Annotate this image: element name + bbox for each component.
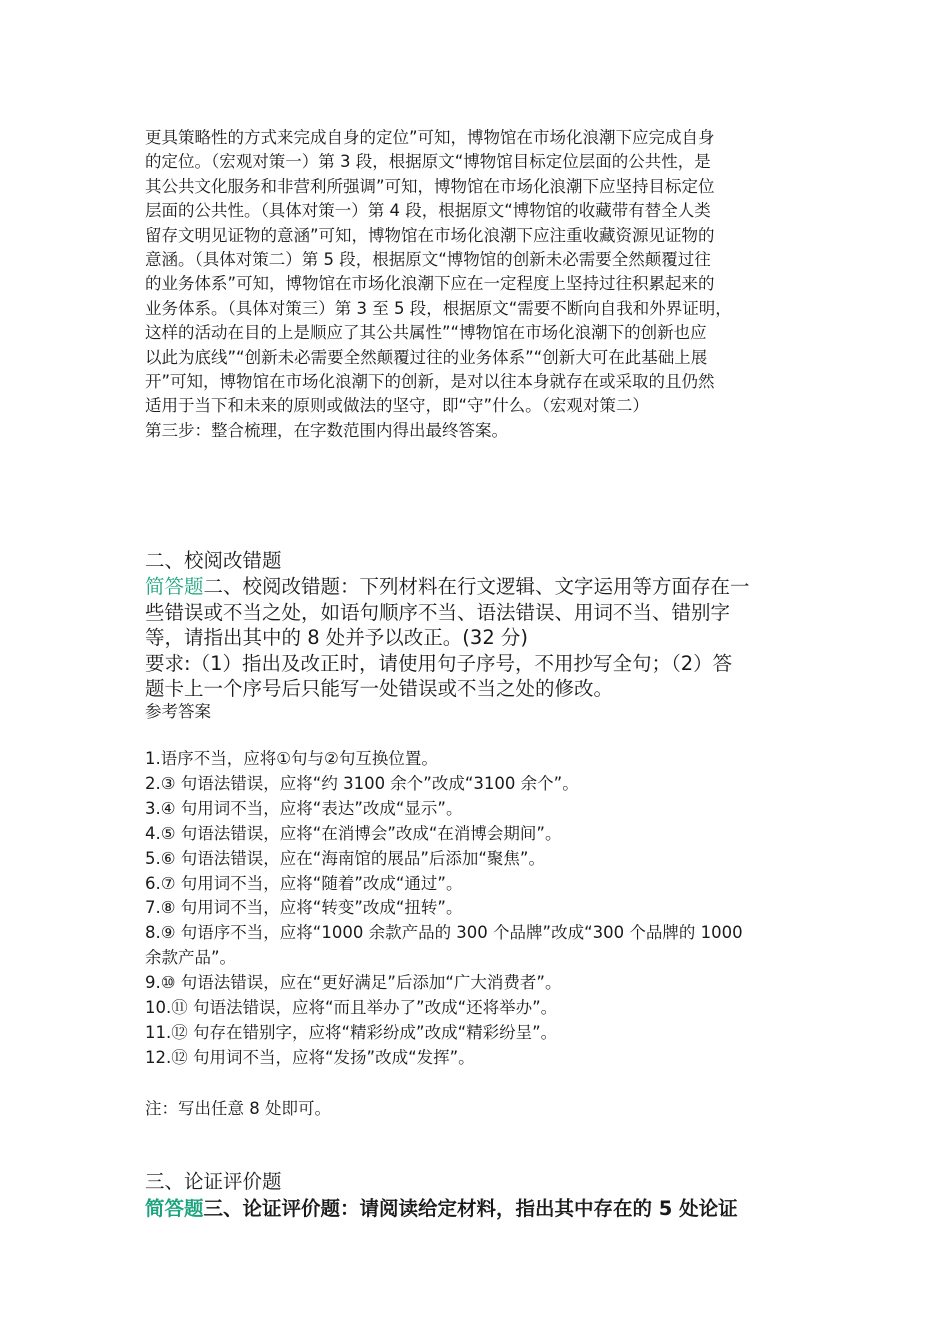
paragraph-line: 这样的活动在目的上是顺应了其公共属性”“博物馆在市场化浪潮下的创新也应 — [145, 323, 707, 343]
question-line — [145, 574, 815, 600]
question-line: 等，请指出其中的 8 处并予以改正。(32 分) — [145, 626, 529, 650]
paragraph-line: 其公共文化服务和非营利所强调”可知，博物馆在市场化浪潮下应坚持目标定位 — [145, 176, 715, 196]
answer-item: 8.⑨ 句语序不当，应将“1000 余款产品的 300 个品牌”改成“300 个品牌的 1000 — [145, 923, 743, 943]
question-line: 些错误或不当之处，如语句顺序不当、语法错误、用词不当、错别字 — [145, 600, 731, 624]
paragraph-line: 业务体系。（具体对策三）第 3 至 5 段，根据原文“需要不断向自我和外界证明， — [145, 298, 732, 318]
answer-item: 9.⑩ 句语法错误，应在“更好满足”后添加“广大消费者”。 — [145, 973, 562, 993]
answer-item: 10.⑪ 句语法错误，应将“而且举办了”改成“还将举办”。 — [145, 998, 558, 1018]
section-2-question — [145, 574, 815, 702]
paragraph-line: 留存文明见证物的意涵”可知，博物馆在市场化浪潮下应注重收藏资源见证物的 — [145, 225, 715, 245]
answer-item: 3.④ 句用词不当，应将“表达”改成“显示”。 — [145, 798, 463, 818]
answer-item: 余款产品”。 — [145, 948, 237, 968]
answer-item: 4.⑤ 句语法错误，应将“在消博会”改成“在消博会期间”。 — [145, 823, 562, 843]
paragraph-line: 更具策略性的方式来完成自身的定位”可知，博物馆在市场化浪潮下应完成自身 — [145, 128, 715, 147]
question-line: 要求:（1）指出及改正时，请使用句子序号，不用抄写全句；（2）答 — [145, 651, 733, 675]
section-3-question — [145, 1196, 738, 1222]
answer-item: 7.⑧ 句用词不当，应将“转变”改成“扭转”。 — [145, 898, 463, 918]
question-type-tag: 简答题 — [145, 1197, 204, 1220]
answer-item: 5.⑥ 句语法错误，应在“海南馆的展品”后添加“聚焦”。 — [145, 848, 545, 868]
paragraph-line: 以此为底线”“创新未必需要全然颠覆过往的业务体系”“创新大可在此基础上展 — [145, 347, 708, 367]
paragraph-line: 的业务体系”可知，博物馆在市场化浪潮下应在一定程度上坚持过往积累起来的 — [145, 274, 715, 294]
analysis-paragraph — [145, 126, 815, 443]
paragraph-line: 的定位。（宏观对策一）第 3 段，根据原文“博物馆目标定位层面的公共性，是 — [145, 152, 711, 172]
question-line: 题卡上一个序号后只能写一处错误或不当之处的修改。 — [145, 677, 614, 701]
reference-answer-label: 参考答案 — [145, 702, 211, 721]
paragraph-line: 开”可知，博物馆在市场化浪潮下的创新，是对以往本身就存在或采取的且仍然 — [145, 372, 715, 392]
answer-note: 注：写出任意 8 处即可。 — [145, 1099, 331, 1118]
answer-item: 6.⑦ 句用词不当，应将“随着”改成“通过”。 — [145, 873, 463, 893]
question-text: 三、论证评价题：请阅读给定材料，指出其中存在的 5 处论证 — [203, 1197, 738, 1220]
section-2-heading: 二、校阅改错题 — [145, 549, 282, 572]
paragraph-line: 适用于当下和未来的原则或做法的坚守，即“守”什么。（宏观对策二） — [145, 396, 649, 416]
answer-item: 2.③ 句语法错误，应将“约 3100 余个”改成“3100 余个”。 — [145, 773, 579, 793]
question-type-tag: 简答题 — [145, 575, 204, 598]
paragraph-line: 第三步：整合梳理，在字数范围内得出最终答案。 — [145, 420, 508, 440]
answer-item: 11.⑫ 句存在错别字，应将“精彩纷成”改成“精彩纷呈”。 — [145, 1022, 558, 1042]
answer-item: 1.语序不当，应将①句与②句互换位置。 — [145, 749, 438, 768]
paragraph-line: 意涵。（具体对策二）第 5 段，根据原文“博物馆的创新未必需要全然颠覆过往 — [145, 250, 711, 270]
section-3-heading: 三、论证评价题 — [145, 1170, 282, 1193]
answer-list — [145, 747, 815, 1071]
paragraph-line: 层面的公共性。（具体对策一）第 4 段，根据原文“博物馆的收藏带有替全人类 — [145, 201, 711, 221]
question-text: 二、校阅改错题：下列材料在行文逻辑、文字运用等方面存在一 — [203, 575, 750, 598]
answer-item: 12.⑫ 句用词不当，应将“发扬”改成“发挥”。 — [145, 1047, 475, 1067]
